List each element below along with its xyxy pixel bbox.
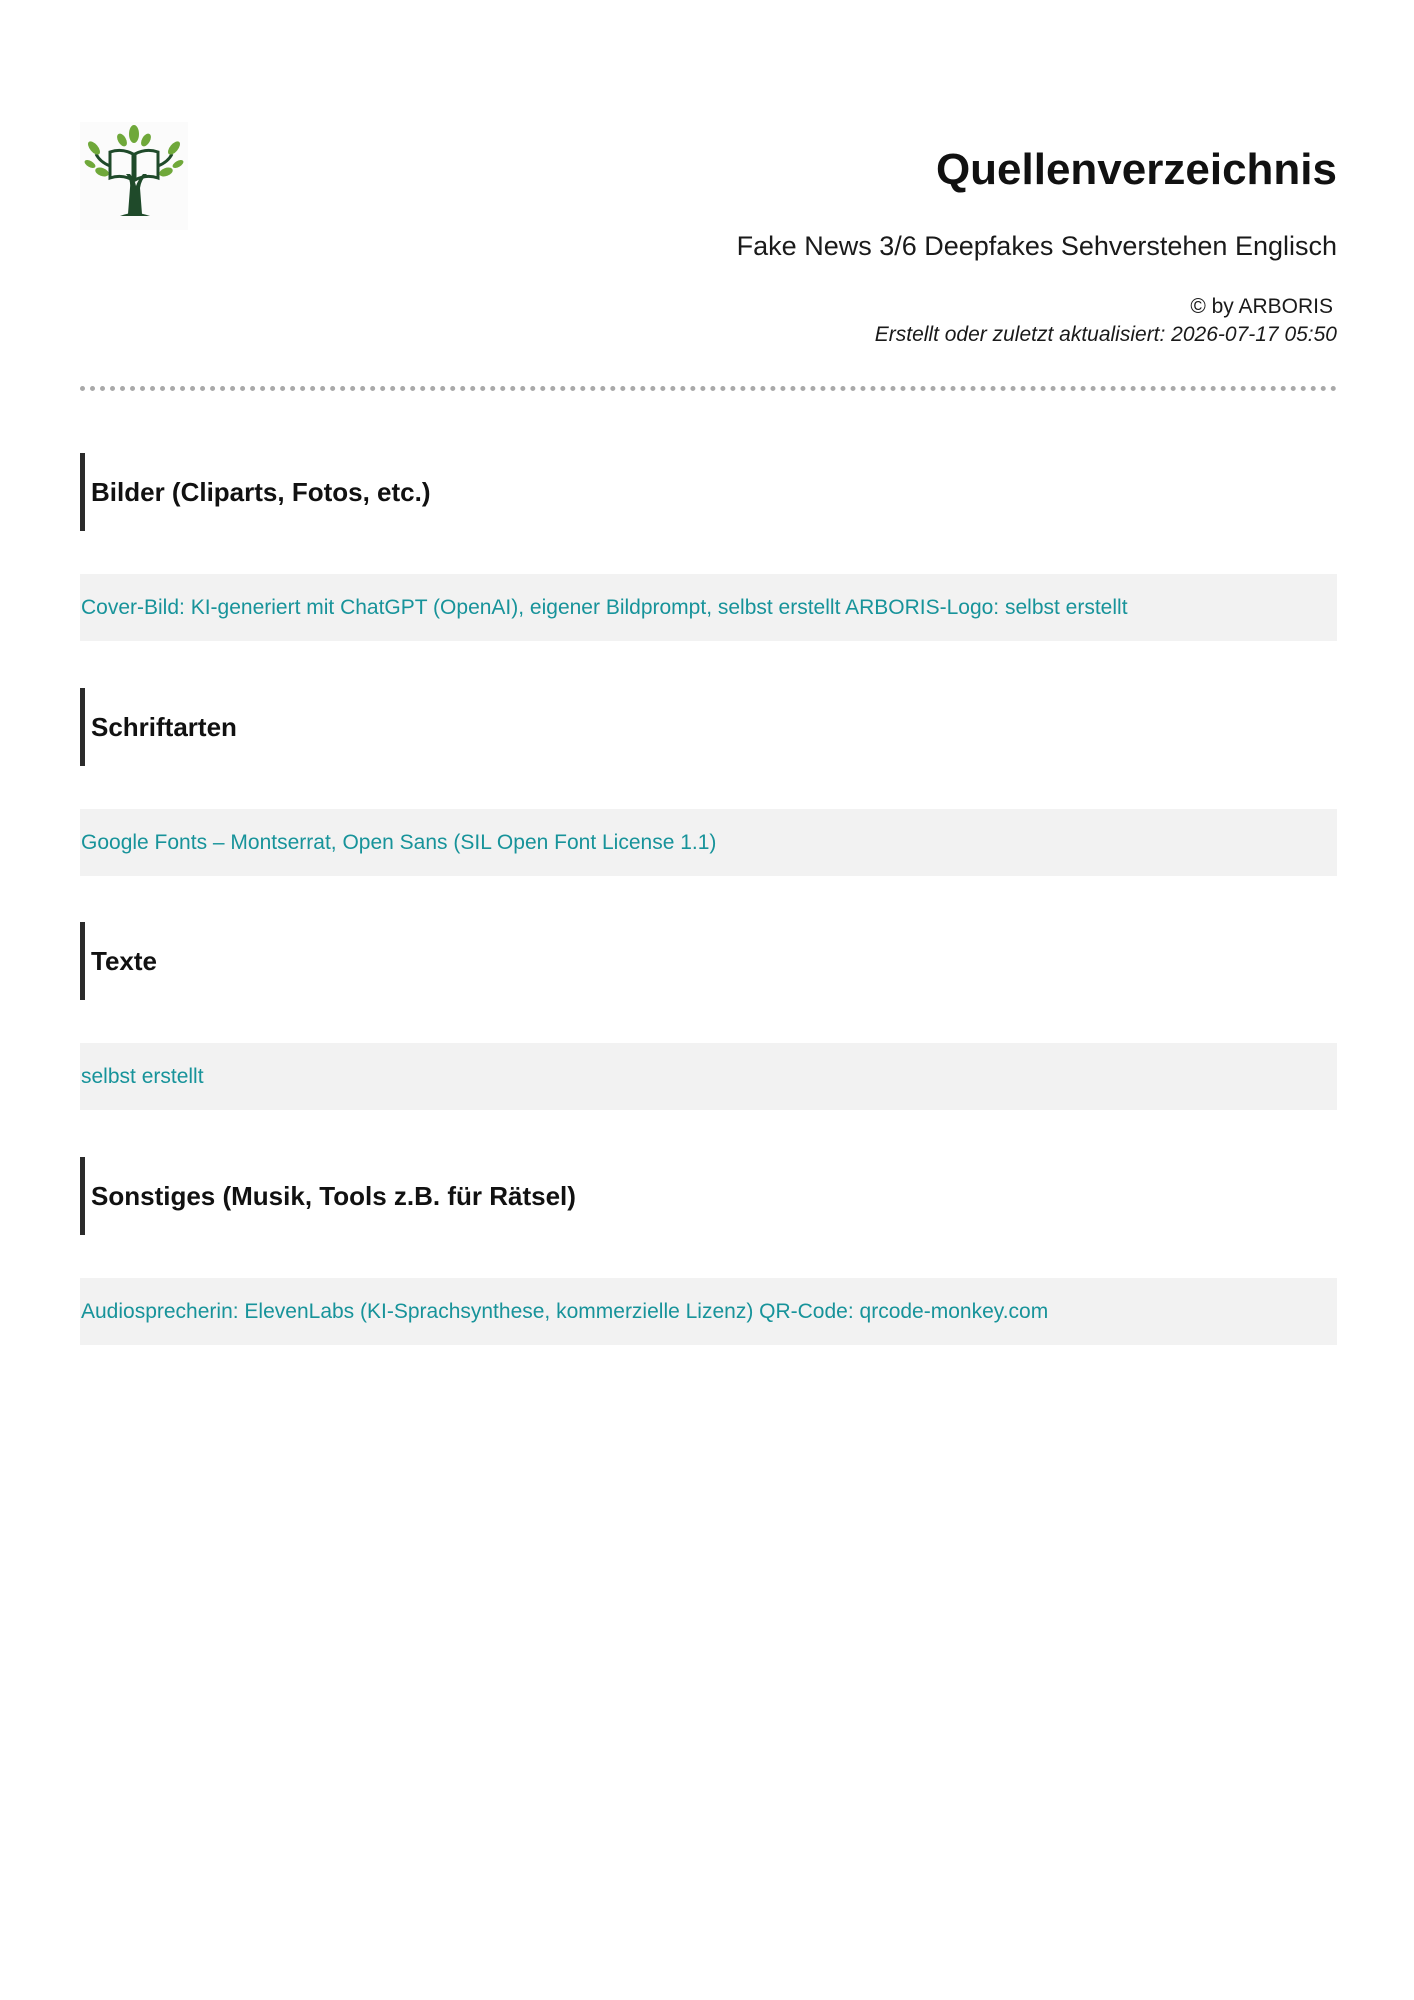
section-heading-texts: Texte: [80, 922, 1337, 1000]
arboris-logo: [80, 122, 188, 230]
document-title: Quellenverzeichnis: [935, 145, 1337, 194]
copyright-line: © by ARBORIS: [1190, 295, 1333, 318]
document-page: [80, 0, 1337, 2000]
section-content-texts: selbst erstellt: [80, 1043, 1337, 1110]
tree-book-icon: [80, 122, 188, 230]
section-heading-images: Bilder (Cliparts, Fotos, etc.): [80, 453, 1337, 531]
section-content-images: Cover-Bild: KI-generiert mit ChatGPT (OpenAI), eigener Bildprompt, selbst erstellt ARBORIS-Logo: selbst erstellt: [80, 574, 1337, 641]
dotted-divider: [80, 386, 1337, 391]
section-content-fonts: Google Fonts – Montserrat, Open Sans (SIL Open Font License 1.1): [80, 809, 1337, 876]
section-content-misc: Audiosprecherin: ElevenLabs (KI-Sprachsynthese, kommerzielle Lizenz) QR-Code: qrcode-monkey.com: [80, 1278, 1337, 1345]
section-heading-fonts: Schriftarten: [80, 688, 1337, 766]
document-subtitle: Fake News 3/6 Deepfakes Sehverstehen Englisch: [736, 231, 1337, 261]
section-heading-misc: Sonstiges (Musik, Tools z.B. für Rätsel): [80, 1157, 1337, 1235]
last-updated-line: Erstellt oder zuletzt aktualisiert: 2026-07-17 05:50: [874, 323, 1337, 346]
